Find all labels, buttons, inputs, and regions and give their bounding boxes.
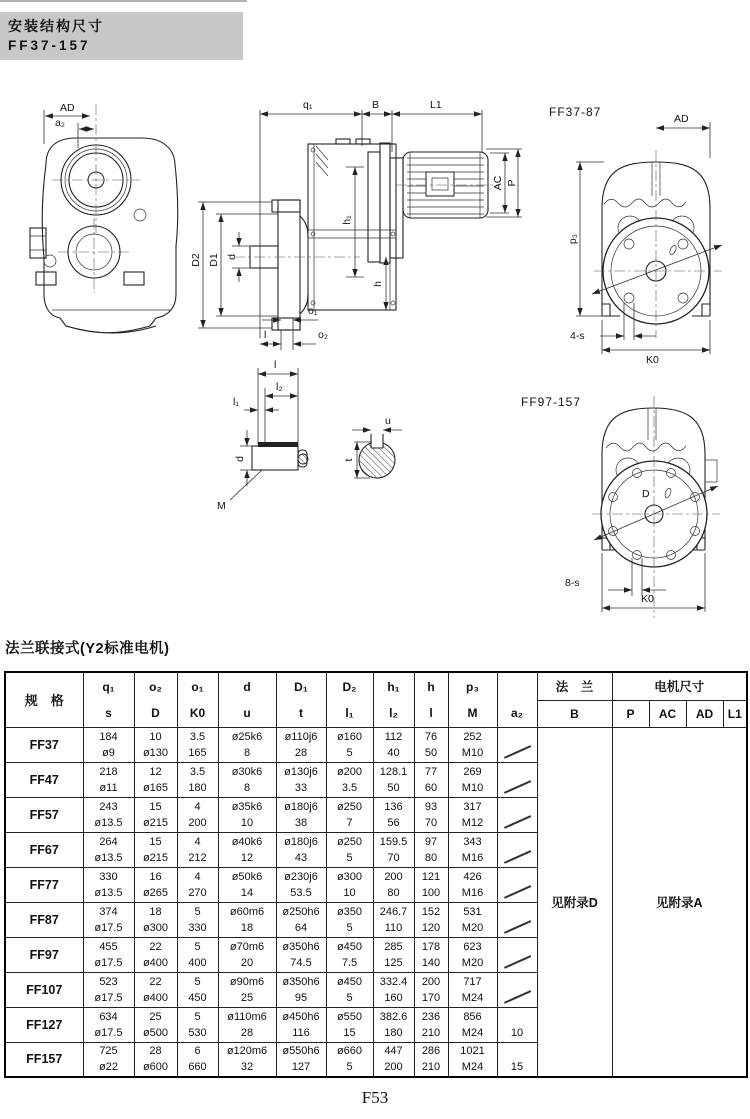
dim-cell: 76 50 xyxy=(414,727,448,762)
side-l-label: l xyxy=(264,329,267,341)
col-header-AC: AC xyxy=(649,700,686,727)
dim-cell: ø350h6 74.5 xyxy=(276,937,326,972)
shaft-l2-label: l₂ xyxy=(276,381,283,393)
model-cell: FF57 xyxy=(5,797,83,832)
dim-cell: 77 60 xyxy=(414,762,448,797)
dim-cell: 200 170 xyxy=(414,972,448,1007)
dim-cell: 3.5 180 xyxy=(177,762,218,797)
dim-cell: 178 140 xyxy=(414,937,448,972)
dim-cell: 159.5 70 xyxy=(373,832,414,867)
dim-cell: ø35k6 10 xyxy=(218,797,276,832)
dim-cell: ø250h6 64 xyxy=(276,902,326,937)
side-d-label: d xyxy=(226,254,238,260)
col-header-d-u: d u xyxy=(218,672,276,727)
col-header-h-l: h l xyxy=(414,672,448,727)
dim-cell: 531 M20 xyxy=(448,902,497,937)
slash-mark xyxy=(503,850,530,863)
col-header-p3-M: p₃ M xyxy=(448,672,497,727)
dim-cell: 4 200 xyxy=(177,797,218,832)
dim-cell: 200 80 xyxy=(373,867,414,902)
flange-note: 见附录D xyxy=(537,727,612,1077)
header-title: 安装结构尺寸 xyxy=(8,18,104,34)
dim-cell: 374 ø17.5 xyxy=(83,902,134,937)
dim-cell: 269 M10 xyxy=(448,762,497,797)
shaft-d-label: d xyxy=(234,456,246,462)
dim-cell: ø130j6 33 xyxy=(276,762,326,797)
motor xyxy=(396,152,500,218)
dim-cell: 246.7 110 xyxy=(373,902,414,937)
col-header-D2-l1: D₂ l₁ xyxy=(326,672,373,727)
dim-cell: 317 M12 xyxy=(448,797,497,832)
a2-cell xyxy=(497,867,537,902)
flange-group-header: 法 兰 xyxy=(537,672,612,700)
header-model-range: FF37-157 xyxy=(8,38,91,53)
dim-cell: ø110m6 28 xyxy=(218,1007,276,1042)
model-cell: FF77 xyxy=(5,867,83,902)
col-header-o1-K0: o₁ K0 xyxy=(177,672,218,727)
dim-cell: 4 212 xyxy=(177,832,218,867)
dim-cell: 243 ø13.5 xyxy=(83,797,134,832)
col-header-AD: AD xyxy=(686,700,723,727)
dim-cell: 3.5 165 xyxy=(177,727,218,762)
a2-cell xyxy=(497,797,537,832)
shaft-t-label: t xyxy=(343,458,355,462)
dim-cell: ø40k6 12 xyxy=(218,832,276,867)
dim-cell: ø180j6 43 xyxy=(276,832,326,867)
side-o1-label: o₁ xyxy=(308,305,318,317)
col-header-P: P xyxy=(612,700,649,727)
dim-cell: ø60m6 18 xyxy=(218,902,276,937)
dim-cell: 725 ø22 xyxy=(83,1042,134,1077)
dim-cell: 264 ø13.5 xyxy=(83,832,134,867)
dim-cell: ø300 10 xyxy=(326,867,373,902)
shaft-m-label: M xyxy=(217,500,226,512)
dim-cell: 121 100 xyxy=(414,867,448,902)
dim-cell: ø250 5 xyxy=(326,832,373,867)
dim-cell: ø250 7 xyxy=(326,797,373,832)
shaft-l1-label: l₁ xyxy=(233,396,239,408)
dim-cell: 22 ø400 xyxy=(134,937,177,972)
flange-view-ff37-87 xyxy=(549,105,722,366)
dim-cell: ø90m6 25 xyxy=(218,972,276,1007)
col-header-B: B xyxy=(537,700,612,727)
slash-mark xyxy=(503,955,530,968)
a2-cell xyxy=(497,972,537,1007)
dim-cell: 6 660 xyxy=(177,1042,218,1077)
dim-cell: 97 80 xyxy=(414,832,448,867)
dim-cell: 4 270 xyxy=(177,867,218,902)
model-cell: FF97 xyxy=(5,937,83,972)
model-cell: FF67 xyxy=(5,832,83,867)
dim-cell: 18 ø300 xyxy=(134,902,177,937)
side-b-label: B xyxy=(372,99,380,111)
front-a2-label: a₂ xyxy=(55,117,65,129)
motor-group-header: 电机尺寸 xyxy=(612,672,747,700)
dim-cell: 5 400 xyxy=(177,937,218,972)
a2-cell: 10 xyxy=(497,1007,537,1042)
dim-cell: 5 450 xyxy=(177,972,218,1007)
dim-cell: 12 ø165 xyxy=(134,762,177,797)
model-cell: FF127 xyxy=(5,1007,83,1042)
side-l1-label: L1 xyxy=(430,99,442,111)
side-p-label: P xyxy=(506,179,518,187)
dim-cell: 218 ø11 xyxy=(83,762,134,797)
flange-bottom-8s-label: 8-s xyxy=(565,577,580,589)
flange-top-4s-label: 4-s xyxy=(570,330,585,342)
spec-column-header: 规 格 xyxy=(5,672,83,727)
side-view-drawing xyxy=(190,99,522,350)
dim-cell: ø110j6 28 xyxy=(276,727,326,762)
model-cell: FF37 xyxy=(5,727,83,762)
model-cell: FF87 xyxy=(5,902,83,937)
flange-bottom-title: FF97-157 xyxy=(521,395,582,409)
flange-top-title: FF37-87 xyxy=(549,105,602,119)
dim-cell: ø450 5 xyxy=(326,972,373,1007)
dim-cell: ø160 5 xyxy=(326,727,373,762)
a2-cell xyxy=(497,902,537,937)
front-view-drawing xyxy=(30,102,178,333)
dim-cell: 330 ø13.5 xyxy=(83,867,134,902)
flange-top-ad-label: AD xyxy=(674,113,689,125)
col-header-L1: L1 xyxy=(723,700,747,727)
dim-cell: ø50k6 14 xyxy=(218,867,276,902)
dim-cell: 252 M10 xyxy=(448,727,497,762)
flange-view-ff97-157 xyxy=(521,395,720,618)
dim-cell: 285 125 xyxy=(373,937,414,972)
dim-cell: 717 M24 xyxy=(448,972,497,1007)
dim-cell: ø25k6 8 xyxy=(218,727,276,762)
dim-cell: 455 ø17.5 xyxy=(83,937,134,972)
a2-cell xyxy=(497,832,537,867)
dim-cell: ø230j6 53.5 xyxy=(276,867,326,902)
side-ac-label: AC xyxy=(492,175,504,191)
col-header-q1-s: q₁ s xyxy=(83,672,134,727)
dim-cell: 28 ø600 xyxy=(134,1042,177,1077)
side-o2-label: o₂ xyxy=(318,329,328,341)
dim-cell: 22 ø400 xyxy=(134,972,177,1007)
dim-cell: 10 ø130 xyxy=(134,727,177,762)
model-cell: FF107 xyxy=(5,972,83,1007)
dim-cell: 236 210 xyxy=(414,1007,448,1042)
col-header-a2: a₂ xyxy=(497,672,537,727)
dim-cell: 5 330 xyxy=(177,902,218,937)
a2-cell xyxy=(497,762,537,797)
dim-cell: 16 ø265 xyxy=(134,867,177,902)
col-header-h1-l2: h₁ l₂ xyxy=(373,672,414,727)
table-row xyxy=(5,727,747,762)
model-cell: FF157 xyxy=(5,1042,83,1077)
flange-bottom-d-label: D xyxy=(642,488,650,500)
slash-mark xyxy=(503,885,530,898)
dim-cell: 15 ø215 xyxy=(134,797,177,832)
col-header-o2-D: o₂ D xyxy=(134,672,177,727)
a2-cell xyxy=(497,727,537,762)
dim-cell: ø30k6 8 xyxy=(218,762,276,797)
dim-cell: 343 M16 xyxy=(448,832,497,867)
dim-cell: 382.6 180 xyxy=(373,1007,414,1042)
page-header-box xyxy=(0,12,243,60)
slash-mark xyxy=(503,990,530,1003)
slash-mark xyxy=(503,780,530,793)
a2-cell xyxy=(497,937,537,972)
side-h1-label: h₁ xyxy=(341,215,353,225)
dimension-table xyxy=(4,671,748,1078)
dim-cell: ø200 3.5 xyxy=(326,762,373,797)
side-q1-label: q₁ xyxy=(303,99,313,111)
page-top-rule xyxy=(0,0,247,2)
shaft-l-label: l xyxy=(274,359,277,371)
dim-cell: ø450 7.5 xyxy=(326,937,373,972)
dim-cell: 15 ø215 xyxy=(134,832,177,867)
dim-cell: 128.1 50 xyxy=(373,762,414,797)
dim-cell: 286 210 xyxy=(414,1042,448,1077)
dim-cell: 93 70 xyxy=(414,797,448,832)
flange-bottom-k0-label: K0 xyxy=(641,593,654,605)
front-ad-label: AD xyxy=(60,102,75,114)
dim-cell: ø350 5 xyxy=(326,902,373,937)
dim-cell: 856 M24 xyxy=(448,1007,497,1042)
dim-cell: 184 ø9 xyxy=(83,727,134,762)
shaft-u-label: u xyxy=(385,415,391,427)
dim-cell: ø450h6 116 xyxy=(276,1007,326,1042)
flange-top-k0-label: K0 xyxy=(646,354,659,366)
slash-mark xyxy=(503,920,530,933)
dim-cell: ø180j6 38 xyxy=(276,797,326,832)
dim-cell: 332.4 160 xyxy=(373,972,414,1007)
dim-cell: ø550 15 xyxy=(326,1007,373,1042)
dim-cell: ø550h6 127 xyxy=(276,1042,326,1077)
dim-cell: ø120m6 32 xyxy=(218,1042,276,1077)
technical-drawings xyxy=(0,88,750,633)
dim-cell: 136 56 xyxy=(373,797,414,832)
page-number: F53 xyxy=(361,1088,389,1107)
dim-cell: ø350h6 95 xyxy=(276,972,326,1007)
dim-cell: 1021 M24 xyxy=(448,1042,497,1077)
dim-cell: 25 ø500 xyxy=(134,1007,177,1042)
section-title: 法兰联接式(Y2标准电机) xyxy=(5,641,170,657)
dim-cell: 634 ø17.5 xyxy=(83,1007,134,1042)
dim-cell: ø70m6 20 xyxy=(218,937,276,972)
slash-mark xyxy=(503,815,530,828)
dim-cell: 523 ø17.5 xyxy=(83,972,134,1007)
dim-cell: 447 200 xyxy=(373,1042,414,1077)
model-cell: FF47 xyxy=(5,762,83,797)
side-h-label: h xyxy=(372,281,384,287)
side-d2-label: D2 xyxy=(190,253,202,267)
dim-cell: 112 40 xyxy=(373,727,414,762)
slash-mark xyxy=(503,745,530,758)
dim-cell: ø660 5 xyxy=(326,1042,373,1077)
dim-cell: 5 530 xyxy=(177,1007,218,1042)
shaft-detail-drawing xyxy=(217,359,402,512)
flange-top-p3-label: p₃ xyxy=(567,233,579,245)
a2-cell: 15 xyxy=(497,1042,537,1077)
motor-note: 见附录A xyxy=(612,727,747,1077)
dim-cell: 623 M20 xyxy=(448,937,497,972)
dim-cell: 426 M16 xyxy=(448,867,497,902)
col-header-D1-t: D₁ t xyxy=(276,672,326,727)
side-d1-label: D1 xyxy=(208,253,220,267)
dim-cell: 152 120 xyxy=(414,902,448,937)
spec-table-body xyxy=(5,727,747,1077)
